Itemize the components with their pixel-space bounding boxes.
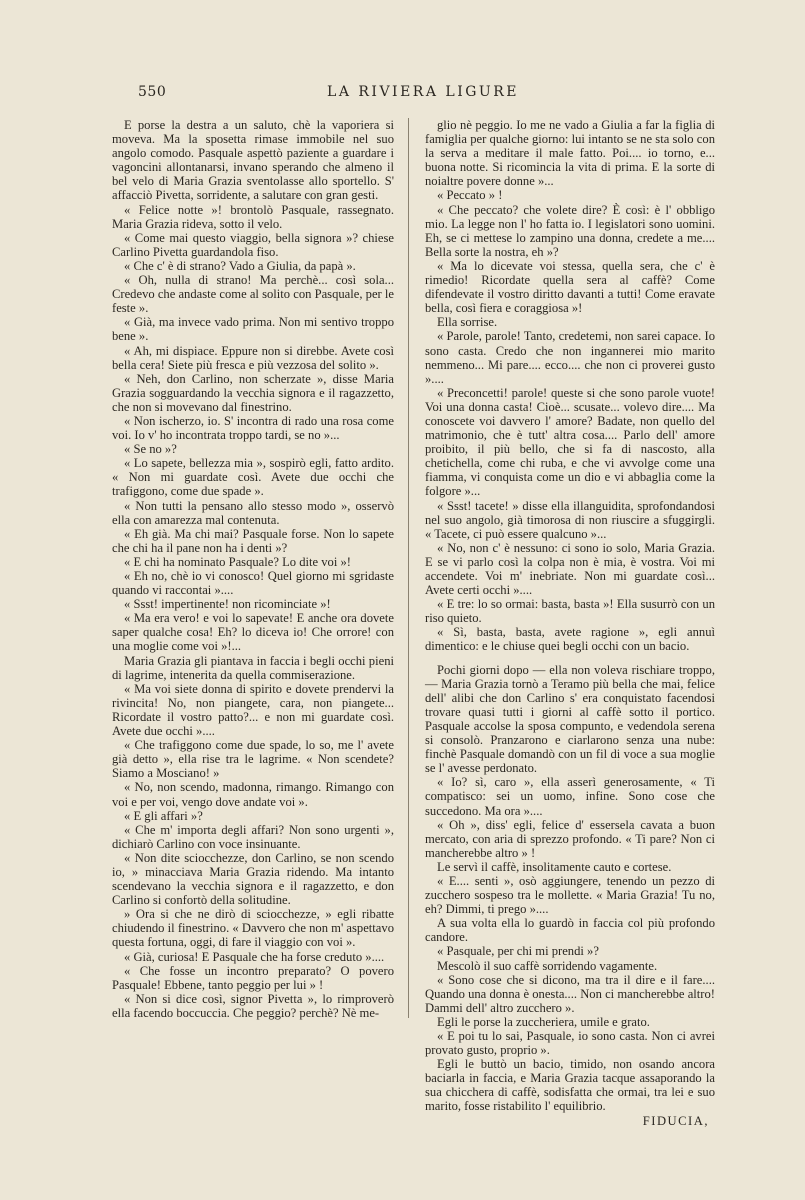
author-signature: FIDUCIA, [642, 1113, 709, 1128]
right-text-column [425, 118, 715, 1128]
paragraph: « Che fosse un incontro preparato? O povero Pasquale! Ebbene, tanto peggio per lui » ! [112, 963, 394, 992]
paragraph: « Sì, basta, basta, avete ragione », egli annuì dimentico: e le chiuse quei begli occhi con un bacio. [425, 625, 715, 654]
paragraph: « Non tutti la pensano allo stesso modo », osservò ella con amarezza mal contenuta. [112, 498, 394, 527]
paragraph: Mescolò il suo caffè sorridendo vagamente. [437, 958, 658, 973]
paragraph: « Già, ma invece vado prima. Non mi sentivo troppo bene ». [112, 315, 394, 344]
running-title: LA RIVIERA LIGURE [327, 84, 519, 100]
paragraph: « Pasquale, per chi mi prendi »? [437, 944, 599, 959]
paragraph: « No, non scendo, madonna, rimango. Rimango con voi e per voi, vengo dove andate voi ». [112, 780, 394, 809]
paragraph: « Sono cose che si dicono, ma tra il dire e il fare.... Quando una donna è onesta.... Non ci mancherebbe altro! Dammi dell' altro zucchero ». [425, 972, 715, 1015]
paragraph: Le servì il caffè, insolitamente cauto e cortese. [437, 859, 672, 874]
paragraph: « Che c' è di strano? Vado a Giulia, da papà ». [124, 258, 356, 273]
paragraph: « E gli affari »? [124, 808, 203, 823]
paragraph: « Eh già. Ma chi mai? Pasquale forse. Non lo sapete che chi ha il pane non ha i denti »? [112, 526, 394, 555]
paragraph: « Non ischerzo, io. S' incontra di rado una rosa come voi. Io v' ho incontrata troppo tardi, se no »... [112, 413, 394, 443]
paragraph: « Ma voi siete donna di spirito e dovete prendervi la rivincita! No, non piangete, cara, non piangete... Ricordate il vostro patto?... e non mi guardate così. Avete due occhi ».... [112, 681, 394, 739]
paragraph: « Che m' importa degli affari? Non sono urgenti », dichiarò Carlino con voce insinuante. [112, 822, 394, 851]
paragraph: « Lo sapete, bellezza mia », sospirò egli, fatto ardito. « Non mi guardate così. Avete due occhi che trafiggono, come due spade ». [112, 456, 394, 499]
paragraph: « Ah, mi dispiace. Eppure non si direbbe. Avete così bella cera! Siete più fresca e più vezzosa del solito ». [112, 343, 394, 372]
paragraph: « Come mai questo viaggio, bella signora »? chiese Carlino Pivetta guardandola fiso. [112, 230, 394, 259]
page-number: 550 [138, 84, 167, 100]
paragraph: « Ssst! tacete! » disse ella illanguidita, sprofondandosi nel suo angolo, già timorosa di non riuscire a sfuggirgli. « Tacete, ci può essere qualcuno »... [425, 498, 715, 541]
column-divider [408, 118, 409, 1018]
paragraph: E porse la destra a un saluto, chè la vaporiera si moveva. Ma la sposetta rimase immobile nel suo angolo comodo. Pasquale aspettò paziente a guardare i vagoncini allontanarsi, invano sperando che almeno il bel velo di Maria Grazia sventolasse allo sportello. S' affacciò Pivetta, sorridente, a salutare con gran gesti. [112, 118, 394, 203]
paragraph: « Non si dice così, signor Pivetta », lo rimproverò ella facendo boccuccia. Che peggio? perchè? Nè me- [112, 991, 394, 1020]
paragraph: Egli le porse la zuccheriera, umile e grato. [437, 1014, 650, 1029]
paragraph: « E tre: lo so ormai: basta, basta »! Ella susurrò con un riso quieto. [425, 597, 715, 626]
paragraph: « E poi tu lo sai, Pasquale, io sono casta. Non ci avrei provato gusto, proprio ». [425, 1029, 715, 1058]
paragraph: Egli le buttò un bacio, timido, non osando ancora baciarla in faccia, e Maria Grazia tacque assaporando la sua chicchera di caffè, sodisfatta che ormai, tra lei e suo marito, fosse ristabilito l' equilibrio. [425, 1057, 715, 1114]
paragraph: « E chi ha nominato Pasquale? Lo dite voi »! [124, 554, 351, 569]
paragraph: Ella sorrise. [437, 315, 498, 330]
left-text-column [112, 118, 394, 1020]
paragraph: « Che trafiggono come due spade, lo so, me l' avete già detto », ella rise tra le lagrime. « Non scendete? Siamo a Mosciano! » [112, 738, 394, 781]
paragraph: « Oh », diss' egli, felice d' essersela cavata a buon mercato, con aria di sprezzo profondo. « Ti pare? Non ci mancherebbe altro » ! [425, 817, 715, 860]
page-header [138, 84, 708, 106]
paragraph: « Io? sì, caro », ella asserì generosamente, « Ti compatisco: sei un uomo, infine. Sono cose che succedono. Ma ora ».... [425, 775, 715, 818]
paragraph: Pochi giorni dopo — ella non voleva rischiare troppo, — Maria Grazia tornò a Teramo più bella che mai, felice dell' alibi che don Carlino s' era conquistato facendosi trovare quasi tutti i giorni al caffè sotto il portico. Pasquale accolse la sposa compunto, e vedendola serena si consolò. Pranzarono e ciarlarono senza una nube: finchè Pasquale domandò con un fil di voce a sua moglie se l' avesse perdonato. [425, 662, 715, 776]
paragraph: « Già, curiosa! E Pasquale che ha forse creduto ».... [124, 949, 385, 964]
paragraph: « Oh, nulla di strano! Ma perchè... così sola... Credevo che andaste come al solito con Pasquale, per le feste ». [112, 273, 394, 316]
paragraph: » Ora si che ne dirò di sciocchezze, » egli ribatte chiudendo il finestrino. « Davvero che non m' aspettavo questa fortuna, oggi, di fare il viaggio con voi ». [112, 907, 394, 950]
paragraph: « No, non c' è nessuno: ci sono io solo, Maria Grazia. E se vi parlo così la colpa non è mia, è vostra. Voi mi accendete. Voi m' inebriate. Non mi guardate così... Avete certi occhi ».... [425, 540, 715, 598]
paragraph: « Non dite sciocchezze, don Carlino, se non scendo io, » minacciava Maria Grazia ridendo. Ma intanto scendevano la vecchia signora e il ragazzetto, e don Carlino si confortò della solitudine. [112, 850, 394, 908]
paragraph: « Parole, parole! Tanto, credetemi, non sarei capace. Io sono casta. Credo che non ingannerei mio marito nemmeno... Mi pare.... ecco.... che non ci proverei gusto ».... [425, 329, 715, 386]
paragraph: « Peccato » ! [437, 188, 503, 203]
paragraph: « Neh, don Carlino, non scherzate », disse Maria Grazia sogguardando la vecchia signora e il ragazzetto, che non si movevano dal finestrino. [112, 371, 394, 414]
paragraph: Maria Grazia gli piantava in faccia i begli occhi pieni di lagrime, intenerita da quella commiserazione. [112, 653, 394, 682]
paragraph: « Ma lo dicevate voi stessa, quella sera, che c' è rimedio! Ricordate quella sera al caffè? Come difendevate il vostro diritto davanti a tutti! Come eravate bella, così fiera e coraggiosa »! [425, 258, 715, 316]
section-break [425, 654, 715, 663]
paragraph: glio nè peggio. Io me ne vado a Giulia a far la figlia di famiglia per qualche giorno: lui intanto se ne sta solo con la serva a meditare il male fatto. Poi.... io torno, e... buona notte. Si ricomincia la vita di prima. E la sorte di noialtre povere donne »... [425, 118, 715, 189]
paragraph: A sua volta ella lo guardò in faccia col più profondo candore. [425, 916, 715, 945]
paragraph: « Ma era vero! e voi lo sapevate! E anche ora dovete saper qualche cosa! Eh? lo diceva io! Che orrore! con una moglie come voi »!... [112, 611, 394, 654]
paragraph: « Eh no, chè io vi conosco! Quel giorno mi sgridaste quando vi raccontai ».... [112, 569, 394, 598]
paragraph: « Se no »? [124, 442, 177, 457]
paragraph: « Ssst! impertinente! non ricominciate »! [124, 597, 331, 612]
paragraph: « Che peccato? che volete dire? È così: è l' obbligo mio. La legge non l' ho fatta io. I legislatori sono uomini. Eh, se ci mettese lo zampino una donna, credete a me.... Bella sorte la nostra, eh »? [425, 202, 715, 259]
paragraph: « Preconcetti! parole! queste si che sono parole vuote! Voi una donna casta! Cioè... scusate... volevo dire.... Ma conoscete voi davvero l' amore? Badate, non quello del matrimonio, che è tutt' altra cosa.... Parlo dell' amore proibito, il più bello, che si fa di nascosto, alla chetichella, come chi ruba, e che vi avvolge come una fiamma, vi conquista come un dio e vi abbaglia come la folgore »... [425, 385, 715, 499]
paragraph: « Felice notte »! brontolò Pasquale, rassegnato. Maria Grazia rideva, sotto il velo. [112, 202, 394, 231]
paragraph: « E.... senti », osò aggiungere, tenendo un pezzo di zucchero sospeso tra le mollette. « Maria Grazia! Tu no, eh? Dimmi, ti prego ».... [425, 873, 715, 917]
